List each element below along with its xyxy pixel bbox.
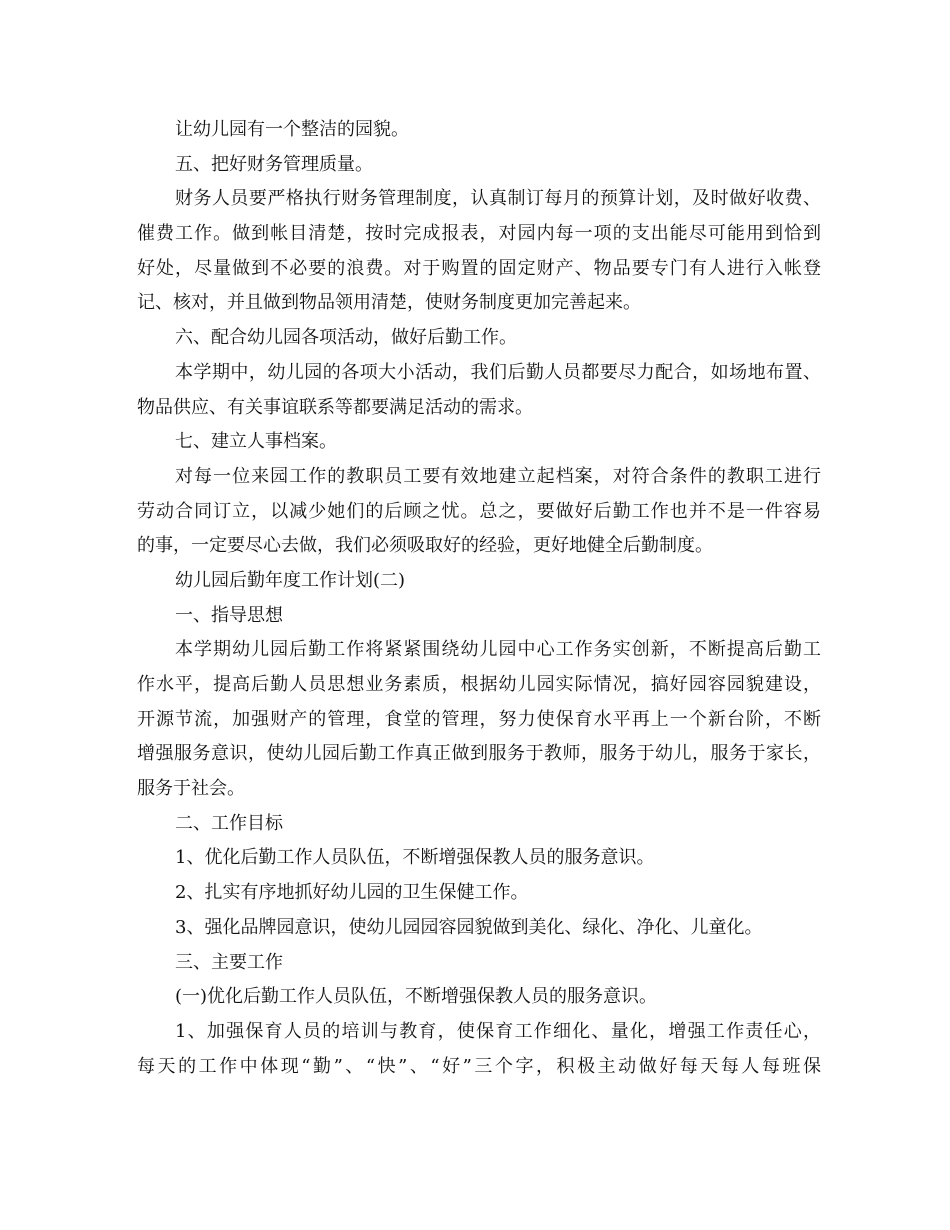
- paragraph-line: 服务于社会。: [137, 778, 245, 800]
- paragraph-line: 财务人员要严格执行财务管理制度，认真制订每月的预算计划，及时做好收费、: [175, 188, 821, 210]
- section-heading: 三、主要工作: [175, 951, 283, 973]
- document-subtitle: 幼儿园后勤年度工作计划(二): [175, 569, 406, 591]
- paragraph-line: 增强服务意识，使幼儿园后勤工作真正做到服务于教师，服务于幼儿，服务于家长，: [137, 743, 821, 765]
- paragraph-line: 让幼儿园有一个整洁的园貌。: [175, 119, 409, 140]
- paragraph-line: 本学期幼儿园后勤工作将紧紧围绕幼儿园中心工作务实创新，不断提高后勤工: [175, 639, 821, 661]
- document-body: [137, 113, 821, 1084]
- list-item: 3、强化品牌园意识，使幼儿园园容园貌做到美化、绿化、净化、儿童化。: [175, 916, 763, 938]
- paragraph-line: 好处，尽量做到不必要的浪费。对于购置的固定财产、物品要专门有人进行入帐登: [137, 257, 821, 279]
- section-heading: 七、建立人事档案。: [175, 431, 337, 453]
- paragraph-line: 对每一位来园工作的教职员工要有效地建立起档案，对符合条件的教职工进行: [175, 465, 821, 487]
- section-heading: 五、把好财务管理质量。: [175, 153, 373, 175]
- subsection-heading: (一)优化后勤工作人员队伍，不断增强保教人员的服务意识。: [175, 986, 658, 1008]
- paragraph-line: 每天的工作中体现“勤”、“快”、“好”三个字，积极主动做好每天每人每班保: [137, 1055, 821, 1077]
- section-heading: 一、指导思想: [175, 604, 283, 626]
- section-heading: 二、工作目标: [175, 812, 283, 834]
- list-item: 2、扎实有序地抓好幼儿园的卫生保健工作。: [175, 882, 529, 904]
- list-item: 1、优化后勤工作人员队伍，不断增强保教人员的服务意识。: [175, 847, 655, 869]
- list-item: 1、加强保育人员的培训与教育，使保育工作细化、量化，增强工作责任心，: [175, 1020, 821, 1042]
- paragraph-line: 记、核对，并且做到物品领用清楚，使财务制度更加完善起来。: [137, 292, 641, 314]
- paragraph-line: 劳动合同订立，以减少她们的后顾之忧。总之，要做好后勤工作也并不是一件容易: [137, 500, 821, 522]
- paragraph-line: 催费工作。做到帐目清楚，按时完成报表，对园内每一项的支出能尽可能用到恰到: [137, 223, 821, 245]
- paragraph-line: 开源节流，加强财产的管理，食堂的管理，努力使保育水平再上一个新台阶，不断: [137, 708, 821, 730]
- section-heading: 六、配合幼儿园各项活动，做好后勤工作。: [175, 327, 517, 349]
- paragraph-line: 物品供应、有关事谊联系等都要满足活动的需求。: [137, 396, 533, 418]
- paragraph-line: 本学期中，幼儿园的各项大小活动，我们后勤人员都要尽力配合，如场地布置、: [175, 361, 821, 383]
- paragraph-line: 的事，一定要尽心去做，我们必须吸取好的经验，更好地健全后勤制度。: [137, 535, 713, 557]
- paragraph-line: 作水平，提高后勤人员思想业务素质，根据幼儿园实际情况，搞好园容园貌建设，: [137, 674, 821, 695]
